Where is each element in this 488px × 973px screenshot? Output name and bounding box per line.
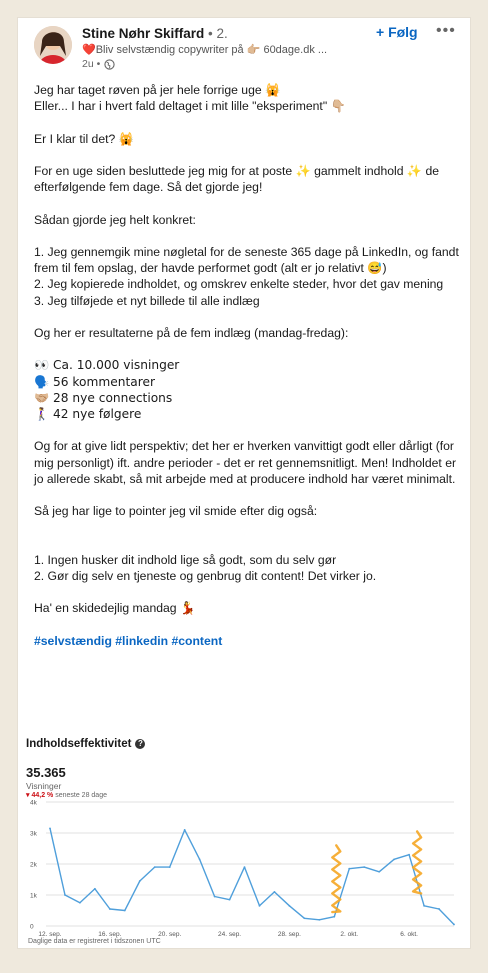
post-body (34, 82, 460, 665)
post-meta (82, 58, 115, 70)
impressions-total: 35.365 (26, 765, 66, 780)
data-point (259, 905, 261, 907)
data-point (274, 891, 276, 893)
hashtags-link[interactable]: #selvstændig #linkedin #content (34, 633, 223, 648)
post-line: 🤝🏼 28 nye connections (34, 390, 173, 405)
post-line: 1. Ingen husker dit indhold lige så godt, som du selv gør (34, 552, 337, 567)
data-point (318, 919, 320, 921)
data-point (109, 908, 111, 910)
post-line: Ha' en skidedejlig mandag 💃 (34, 601, 196, 616)
x-tick-label: 28. sep. (277, 931, 301, 938)
data-point (408, 854, 410, 856)
post-line: Sådan gjorde jeg helt konkret: (34, 212, 196, 227)
x-tick-label: 16. sep. (98, 931, 122, 938)
data-point (214, 896, 216, 898)
data-point (423, 905, 425, 907)
change-period: seneste 28 dage (55, 792, 107, 799)
post-line: Og for at give lidt perspektiv; det her er hverken vanvittigt godt eller dårligt (for mig personligt) ift. andre perioder - det er ret gennemsnitligt. Men! Indholdet er jo allerede skabt, så mit arbejde med at producere indhold har været minimalt. (34, 439, 457, 486)
spacer (34, 519, 460, 535)
post-line: 🗣️ 56 kommentarer (34, 374, 155, 389)
data-point (453, 924, 455, 926)
data-point (169, 866, 171, 868)
analytics-title: Indholdseffektivitet (26, 738, 132, 750)
post-line: 🚶‍♀️ 42 nye følgere (34, 406, 142, 421)
post-line: Eller... I har i hvert fald deltaget i mit lille "eksperiment" 👇🏼 (34, 99, 346, 114)
globe-icon (104, 59, 115, 70)
analytics-panel (18, 734, 470, 948)
data-point (64, 894, 66, 896)
post-line: 👀 Ca. 10.000 visninger (34, 358, 180, 373)
data-point (438, 908, 440, 910)
x-tick-label: 12. sep. (38, 931, 62, 938)
data-point (244, 866, 246, 868)
data-point (94, 888, 96, 890)
chart-footnote: Daglige data er registreret i tidszonen UTC (28, 938, 161, 945)
post-line: Jeg har taget røven på jer hele forrige uge 🙀 (34, 83, 281, 97)
post-line: Er I klar til det? 🙀 (34, 131, 134, 146)
post-line: 2. Jeg kopierede indholdet, og omskrev enkelte steder, hvor det gav mening (34, 277, 444, 292)
y-tick-label: 3k (30, 830, 37, 838)
series-line (50, 828, 454, 924)
author-headline: ❤️Bliv selvstændig copywriter på 👉🏼 60dage.dk ... (82, 44, 328, 56)
impressions-label: Visninger (26, 781, 62, 791)
data-point (289, 905, 291, 907)
help-icon[interactable]: ? (135, 739, 145, 749)
data-point (154, 866, 156, 868)
post-line: 3. Jeg tilføjede et nyt billede til alle indlæg (34, 293, 260, 308)
post-header (18, 18, 470, 88)
x-tick-label: 6. okt. (400, 931, 418, 938)
follow-button[interactable]: + Følg (376, 24, 418, 40)
post-line: 2. Gør dig selv en tjeneste og genbrug dit content! Det virker jo. (34, 568, 377, 583)
data-point (348, 868, 350, 870)
data-point (139, 880, 141, 882)
post-line: 1. Jeg gennemgik mine nøgletal for de seneste 365 dage på LinkedIn, og fandt frem til fem opslag, der havde performet godt (alt er jo relativt 😅) (34, 244, 459, 276)
data-point (333, 916, 335, 918)
author-avatar[interactable] (34, 26, 72, 64)
data-point (363, 866, 365, 868)
x-tick-label: 20. sep. (158, 931, 182, 938)
y-tick-label: 0 (30, 923, 34, 931)
post-card (18, 18, 470, 948)
change-value: ▾ 44,2 % (26, 792, 54, 799)
data-point (229, 899, 231, 901)
data-point (378, 871, 380, 873)
data-point (303, 917, 305, 919)
author-name[interactable]: Stine Nøhr Skiffard (82, 26, 205, 41)
analytics-title-row (26, 738, 145, 750)
data-point (49, 827, 51, 829)
data-point (79, 902, 81, 904)
x-tick-label: 24. sep. (217, 931, 242, 938)
connection-degree: • 2. (208, 26, 228, 41)
post-time: 2u • (82, 58, 101, 70)
author-name-row[interactable] (82, 26, 228, 41)
data-point (199, 858, 201, 860)
data-point (184, 829, 186, 831)
more-options-icon[interactable]: ••• (436, 22, 456, 39)
impressions-chart (18, 798, 470, 940)
x-tick-label: 2. okt. (340, 931, 359, 938)
y-tick-label: 1k (30, 892, 37, 900)
post-line: Og her er resultaterne på de fem indlæg (mandag-fredag): (34, 325, 349, 340)
post-line: Så jeg har lige to pointer jeg vil smide efter dig også: (34, 504, 318, 519)
y-tick-label: 4k (30, 799, 37, 807)
y-tick-label: 2k (30, 861, 37, 869)
data-point (124, 910, 126, 912)
post-line: For en uge siden besluttede jeg mig for at poste ✨ gammelt indhold ✨ de efterfølgende fem dage. Så det gjorde jeg! (34, 163, 440, 195)
data-point (393, 858, 395, 860)
